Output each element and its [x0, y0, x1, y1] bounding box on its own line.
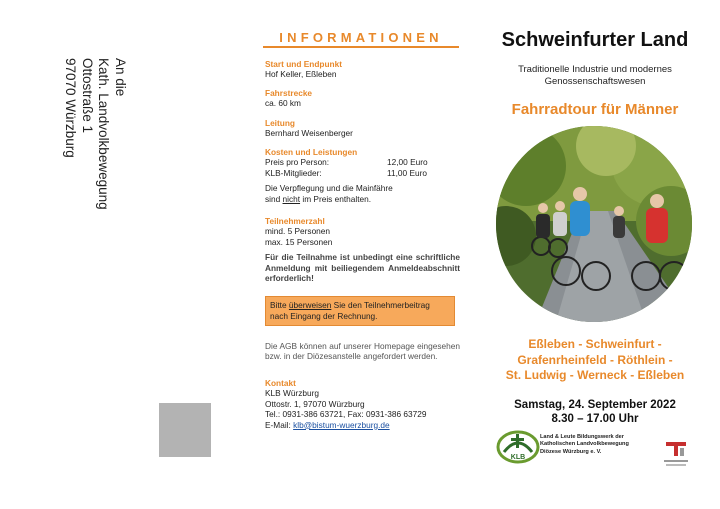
email-link[interactable]: klb@bistum-wuerzburg.de — [293, 419, 390, 430]
lead-label: Leitung — [265, 118, 295, 128]
costs-section — [265, 147, 460, 204]
costs-label: Kosten und Leistungen — [265, 147, 358, 157]
lead-value: Bernhard Weisenberger — [265, 128, 353, 139]
address-line-4: 97070 Würzburg — [63, 58, 79, 158]
cover-subtitle: Traditionelle Industrie und modernes Genossenschaftswesen — [518, 64, 672, 87]
cost-row-label: KLB-Mitglieder: — [265, 167, 322, 178]
cost-row-label: Preis pro Person: — [265, 157, 330, 168]
event-time-line: 8.30 – 17.00 Uhr — [551, 413, 639, 425]
participants-label: Teilnehmerzahl — [265, 216, 325, 226]
payment-notice: Bitte überweisen Sie den Teilnehmerbeitrag nach Eingang der Rechnung. — [265, 296, 455, 326]
tour-title: Fahrradtour für Männer — [511, 101, 679, 118]
participants-section — [265, 216, 460, 283]
agb-note: Die AGB können auf unserer Homepage eingesehen bzw. in der Diözesanstelle angefordert werden. — [265, 341, 460, 362]
cost-row — [265, 168, 460, 178]
heading-divider — [263, 46, 459, 48]
costs-note-2: sind nicht im Preis enthalten. — [265, 193, 372, 204]
cyclists-photo — [496, 126, 692, 322]
contact-email-line: E-Mail: klb@bistum-wuerzburg.de — [265, 419, 390, 430]
participants-min: mind. 5 Personen — [265, 226, 331, 237]
distance-section — [265, 88, 460, 109]
svg-text:KLB: KLB — [510, 454, 526, 461]
klb-organisation: Land & Leute Bildungswerk der Katholischen Landvolkbewegung Diözese Würzburg e. V. — [540, 434, 629, 455]
contact-section — [265, 378, 460, 430]
cover-title: Schweinfurter Land — [501, 29, 689, 51]
lead-section — [265, 118, 460, 139]
cost-row-value: 11,00 Euro — [387, 167, 427, 178]
stamp-placeholder — [159, 403, 211, 457]
start-label: Start und Endpunkt — [265, 59, 342, 69]
event-date — [480, 398, 710, 426]
klb-logo-icon — [496, 430, 540, 464]
start-value: Hof Keller, Eßleben — [265, 69, 337, 80]
start-section — [265, 59, 460, 80]
address-line-1: An die — [113, 58, 128, 97]
address-line-2: Kath. Landvolkbewegung — [96, 58, 112, 210]
contact-street: Ottostr. 1, 97070 Würzburg — [265, 398, 365, 409]
registration-note: Für die Teilnahme ist unbedingt eine schriftliche Anmeldung mit beiliegendem Anmeldeabschnitt erforderlich! — [265, 252, 460, 284]
cost-row-value: 12,00 Euro — [387, 157, 428, 168]
participants-max: max. 15 Personen — [265, 236, 333, 247]
cost-row — [265, 157, 460, 167]
address-line-3: Ottostraße 1 — [80, 58, 95, 134]
distance-label: Fahrstrecke — [265, 88, 313, 98]
info-heading: INFORMATIONEN — [279, 30, 443, 45]
costs-note-1: Die Verpflegung und die Mainfähre — [265, 183, 393, 194]
event-date-line: Samstag, 24. September 2022 — [514, 399, 676, 411]
contact-phone: Tel.: 0931-386 63721, Fax: 0931-386 63729 — [265, 409, 427, 420]
diocese-logo-icon — [660, 440, 692, 470]
mailing-address — [62, 58, 128, 288]
contact-label: Kontakt — [265, 378, 296, 388]
distance-value: ca. 60 km — [265, 98, 301, 109]
route-text: Eßleben - Schweinfurt - Grafenrheinfeld - Röthlein - St. Ludwig - Werneck - Eßleben — [505, 337, 685, 382]
contact-org: KLB Würzburg — [265, 388, 319, 399]
